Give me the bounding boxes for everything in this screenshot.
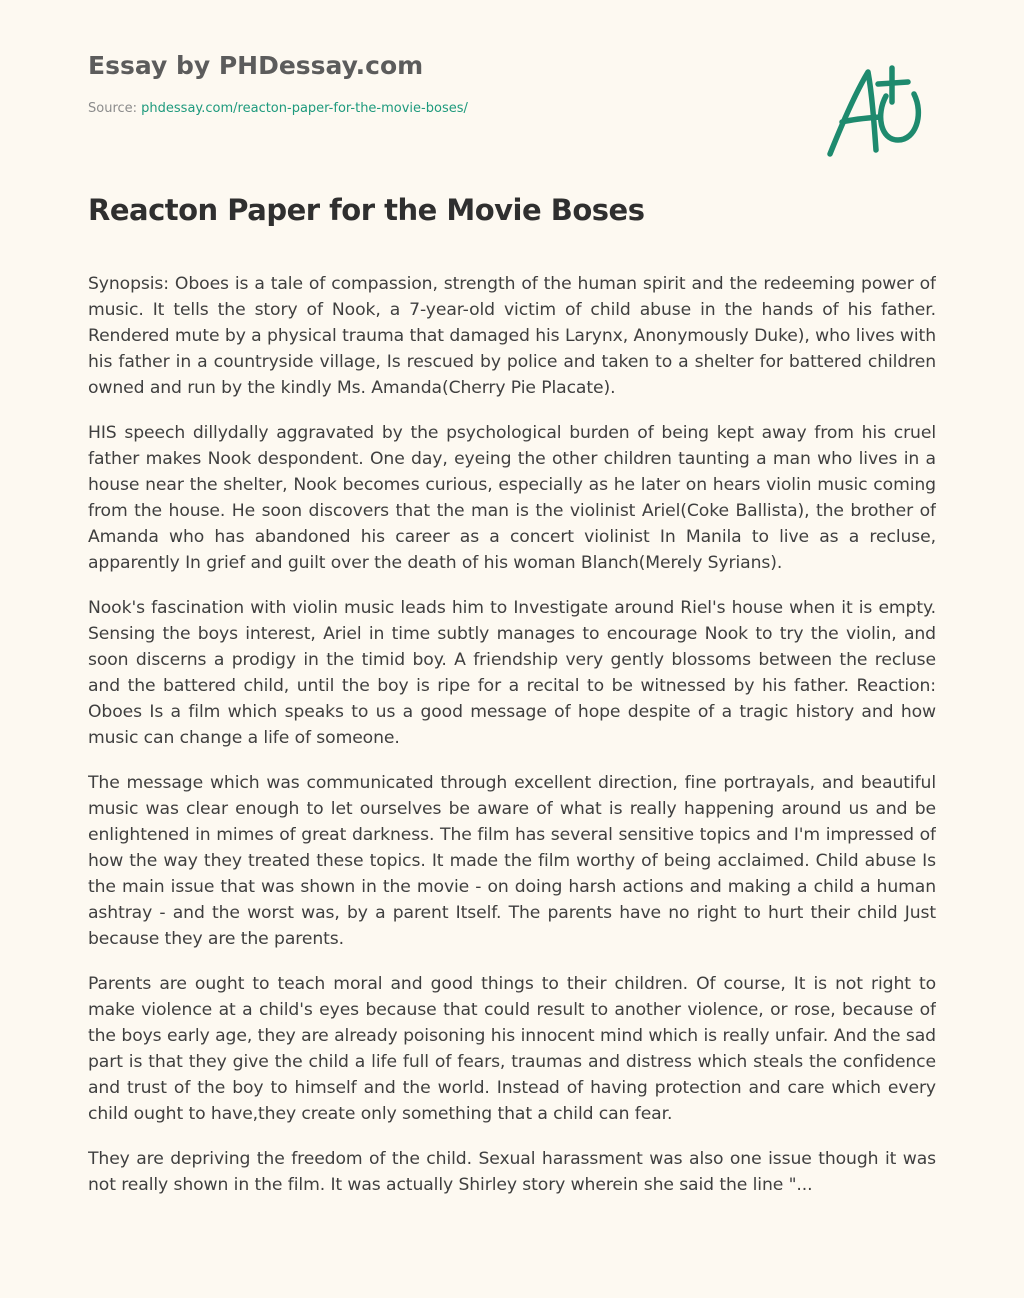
essay-paragraph: The message which was communicated through excellent direction, fine portrayals, and beautiful music was clear enough to let ourselves be aware of what is really happening around us and be enlightened in mimes of great darkness. The film has several sensitive topics and I'm impressed of how the way they treated these topics. It made the film worthy of being acclaimed. Child abuse Is the main issue that was shown in the movie - on doing harsh actions and making a child a human ashtray - and the worst was, by a parent Itself. The parents have no right to hurt their child Just because they are the parents. [88, 773, 936, 949]
essay-paragraph: Synopsis: Oboes is a tale of compassion, strength of the human spirit and the redeeming power of music. It tells the story of Nook, a 7-year-old victim of child abuse in the hands of his father. Rendered mute by a physical trauma that damaged his Larynx, Anonymously Duke), who lives with his father in a countryside village, Is rescued by police and taken to a shelter for battered children owned and run by the kindly Ms. Amanda(Cherry Pie Placate). [88, 274, 936, 398]
brand-name: Essay by PHDessay.com [88, 51, 424, 80]
essay-paragraph: They are depriving the freedom of the child. Sexual harassment was also one issue though it was not really shown in the film. It was actually Shirley story wherein she said the line "... [88, 1149, 936, 1195]
essay-paragraph: Nook's fascination with violin music leads him to Investigate around Riel's house when it is empty. Sensing the boys interest, Ariel in time subtly manages to encourage Nook to try the violin, and soon discerns a prodigy in the timid boy. A friendship very gently blossoms between the recluse and the battered child, until the boy is ripe for a recital to be witnessed by his father. Reaction: Oboes Is a film which speaks to us a good message of hope despite of a tragic history and how music can change a life of someone. [88, 598, 936, 748]
essay-title: Reacton Paper for the Movie Boses [88, 193, 645, 227]
source-line [88, 100, 788, 118]
site-header [88, 50, 788, 118]
a-plus-grade-icon [820, 62, 930, 162]
source-link[interactable]: phdessay.com/reacton-paper-for-the-movie-boses/ [141, 101, 468, 116]
essay-paragraph: Parents are ought to teach moral and good things to their children. Of course, It is not right to make violence at a child's eyes because that could result to another violence, or rose, because of the boys early age, they are already poisoning his innocent mind which is really unfair. And the sad part is that they give the child a life full of fears, traumas and distress which steals the confidence and trust of the boy to himself and the world. Instead of having protection and care which every child ought to have,they create only something that a child can fear. [88, 974, 936, 1124]
essay-paragraph: HIS speech dillydally aggravated by the psychological burden of being kept away from his cruel father makes Nook despondent. One day, eyeing the other children taunting a man who lives in a house near the shelter, Nook becomes curious, especially as he later on hears violin music coming from the house. He soon discovers that the man is the violinist Ariel(Coke Ballista), the brother of Amanda who has abandoned his career as a concert violinist In Manila to live as a recluse, apparently In grief and guilt over the death of his woman Blanch(Merely Syrians). [88, 423, 936, 573]
source-label: Source: [88, 101, 138, 116]
essay-body [88, 271, 936, 1261]
